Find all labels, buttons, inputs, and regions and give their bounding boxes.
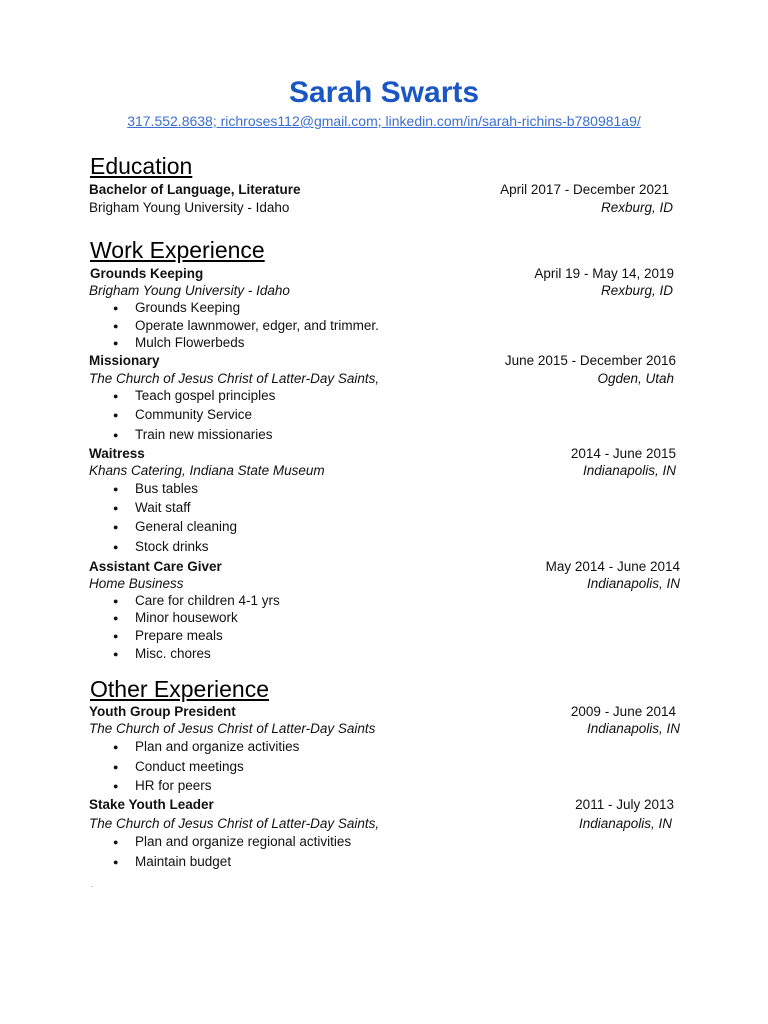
bullet-icon: ● bbox=[113, 837, 119, 847]
bullet-icon: ● bbox=[113, 503, 119, 513]
job-org: The Church of Jesus Christ of Latter-Day Saints, bbox=[89, 371, 380, 386]
bullet-icon: ● bbox=[113, 484, 119, 494]
list-item: ● Plan and organize activities bbox=[113, 739, 300, 754]
list-item: ● Stock drinks bbox=[113, 539, 209, 554]
job-org: The Church of Jesus Christ of Latter-Day Saints, bbox=[89, 816, 380, 831]
list-item: ● Bus tables bbox=[113, 481, 199, 496]
job-title-row bbox=[89, 703, 681, 721]
school-location: Rexburg, ID bbox=[600, 200, 673, 215]
job-org-row bbox=[89, 462, 681, 480]
job-dates: 2011 - July 2013 bbox=[575, 797, 674, 812]
work-heading: Work Experience bbox=[90, 237, 265, 263]
job-title-row bbox=[89, 352, 681, 370]
bullet-icon: ● bbox=[113, 857, 119, 867]
list-item: ● HR for peers bbox=[113, 778, 212, 793]
list-item: ● General cleaning bbox=[113, 519, 238, 534]
education-heading: Education bbox=[90, 153, 193, 179]
job-org: The Church of Jesus Christ of Latter-Day Saints bbox=[89, 721, 376, 736]
job-title: Assistant Care Giver bbox=[89, 559, 222, 574]
list-item: ● Conduct meetings bbox=[113, 759, 244, 774]
list-item: ● Prepare meals bbox=[113, 628, 223, 643]
list-item: ● Minor housework bbox=[113, 610, 238, 625]
job-title: Youth Group President bbox=[89, 704, 236, 719]
list-item: ● Train new missionaries bbox=[113, 427, 273, 442]
job-org-row bbox=[89, 720, 681, 738]
job-org-row bbox=[89, 815, 681, 833]
other-heading: Other Experience bbox=[90, 676, 269, 702]
job-location: Indianapolis, IN bbox=[582, 463, 676, 478]
bullet-icon: ● bbox=[113, 321, 119, 331]
bullet-icon: ● bbox=[113, 781, 119, 791]
bullet-icon: ● bbox=[113, 596, 119, 606]
resume-name: Sarah Swarts bbox=[288, 76, 480, 109]
job-org: Khans Catering, Indiana State Museum bbox=[89, 463, 325, 478]
contact-line[interactable]: 317.552.8638; richroses112@gmail.com; linkedin.com/in/sarah-richins-b780981a9/ bbox=[127, 113, 641, 129]
list-item: ● Plan and organize regional activities bbox=[113, 834, 352, 849]
bullet-icon: ● bbox=[113, 613, 119, 623]
job-title: Missionary bbox=[89, 353, 160, 368]
job-location: Ogden, Utah bbox=[597, 371, 674, 386]
job-title: Grounds Keeping bbox=[90, 266, 204, 281]
job-title-row bbox=[89, 265, 681, 283]
education-dates: April 2017 - December 2021 bbox=[500, 182, 669, 197]
job-title-row bbox=[89, 445, 681, 463]
bullet-icon: ● bbox=[113, 542, 119, 552]
bullet-icon: ● bbox=[113, 303, 119, 313]
job-org-row bbox=[89, 370, 681, 388]
list-item: ● Teach gospel principles bbox=[113, 388, 276, 403]
job-title: Stake Youth Leader bbox=[89, 797, 214, 812]
job-title: Waitress bbox=[89, 446, 145, 461]
bullet-icon: ● bbox=[113, 410, 119, 420]
job-location: Indianapolis, IN bbox=[578, 816, 672, 831]
job-dates: 2009 - June 2014 bbox=[570, 704, 676, 719]
list-item: ● Maintain budget bbox=[113, 854, 232, 869]
job-location: Indianapolis, IN bbox=[586, 721, 680, 736]
job-location: Rexburg, ID bbox=[600, 283, 673, 298]
job-org: Brigham Young University - Idaho bbox=[89, 283, 290, 298]
bullet-icon: ● bbox=[113, 522, 119, 532]
list-item: ● Care for children 4-1 yrs bbox=[113, 593, 280, 608]
bullet-icon: ● bbox=[113, 649, 119, 659]
school-name: Brigham Young University - Idaho bbox=[89, 200, 290, 215]
list-item: ● Misc. chores bbox=[113, 646, 211, 661]
job-org: Home Business bbox=[89, 576, 184, 591]
bullet-icon: ● bbox=[113, 430, 119, 440]
list-item: ● Wait staff bbox=[113, 500, 191, 515]
job-org-row bbox=[89, 575, 681, 593]
job-title-row bbox=[89, 796, 681, 814]
bullet-icon: ● bbox=[113, 762, 119, 772]
job-dates: April 19 - May 14, 2019 bbox=[534, 266, 674, 281]
list-item: ● Mulch Flowerbeds bbox=[113, 335, 245, 350]
list-item: ● Grounds Keeping bbox=[113, 300, 241, 315]
stray-mark: . bbox=[91, 880, 94, 889]
education-school-row bbox=[89, 199, 681, 217]
job-dates: May 2014 - June 2014 bbox=[545, 559, 680, 574]
job-dates: 2014 - June 2015 bbox=[570, 446, 676, 461]
list-item: ● Operate lawnmower, edger, and trimmer. bbox=[113, 318, 379, 333]
education-row bbox=[89, 181, 681, 199]
bullet-icon: ● bbox=[113, 631, 119, 641]
list-item: ● Community Service bbox=[113, 407, 253, 422]
bullet-icon: ● bbox=[113, 338, 119, 348]
job-location: Indianapolis, IN bbox=[586, 576, 680, 591]
job-dates: June 2015 - December 2016 bbox=[504, 353, 676, 368]
bullet-icon: ● bbox=[113, 391, 119, 401]
bullet-icon: ● bbox=[113, 742, 119, 752]
job-org-row bbox=[89, 282, 681, 300]
job-title-row bbox=[89, 558, 681, 576]
degree-title: Bachelor of Language, Literature bbox=[89, 182, 301, 197]
